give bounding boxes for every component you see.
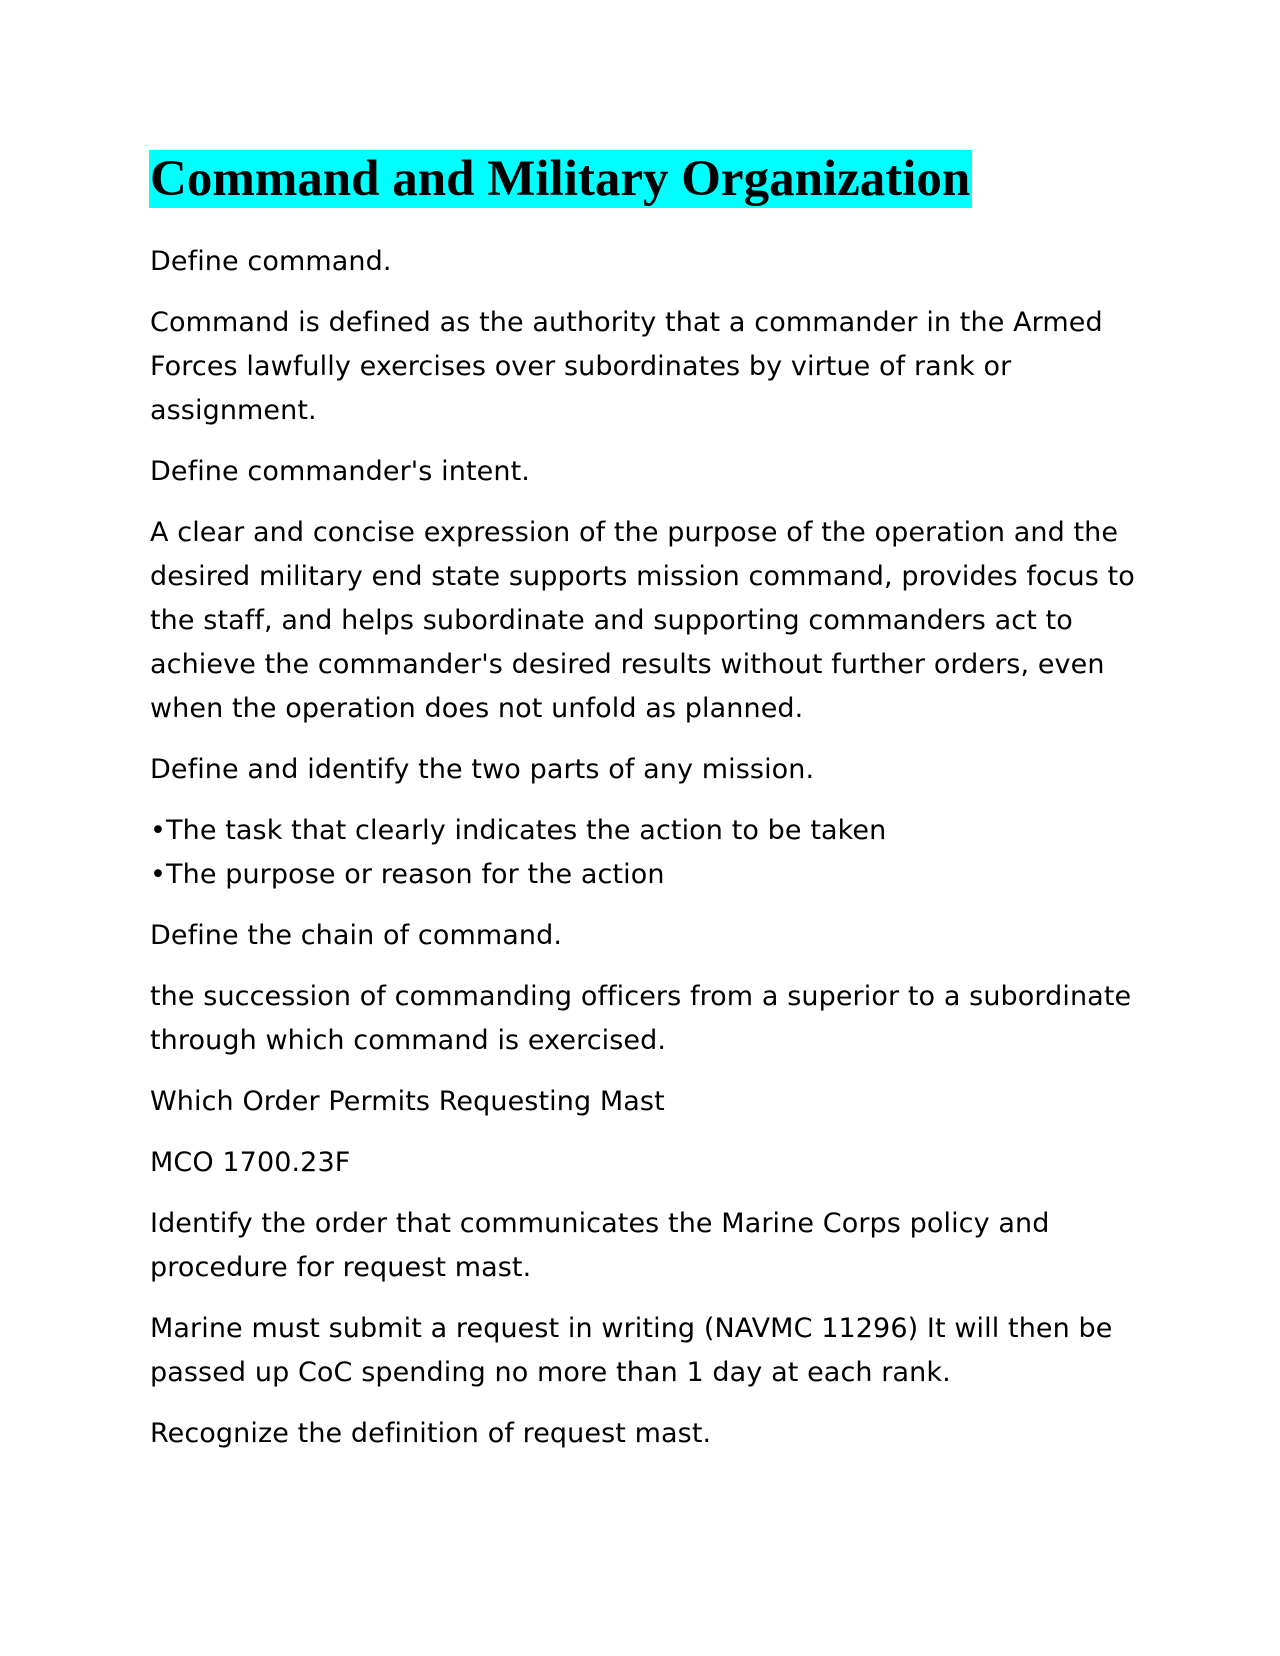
question-commanders-intent: Define commander's intent. — [150, 456, 530, 487]
answer-request-mast-order: MCO 1700.23F — [150, 1147, 351, 1178]
list-item: •The task that clearly indicates the action to be taken — [150, 815, 887, 846]
page-title: Command and Military Organization — [150, 151, 971, 207]
mission-parts-list — [150, 809, 1160, 897]
question-request-mast-definition: Recognize the definition of request mast. — [150, 1418, 712, 1449]
question-mission-parts: Define and identify the two parts of any mission. — [150, 754, 815, 785]
document-page — [150, 150, 1160, 1473]
answer-commanders-intent: A clear and concise expression of the purpose of the operation and the desired military end state supports mission command, provides focus to the staff, and helps subordinate and supporting commanders act to achieve the commander's desired results without further orders, even when the operation does not unfold as planned. — [150, 517, 1135, 724]
answer-define-command: Command is defined as the authority that a commander in the Armed Forces lawfully exercises over subordinates by virtue of rank or assignment. — [150, 307, 1103, 426]
question-request-mast-policy: Identify the order that communicates the Marine Corps policy and procedure for request mast. — [150, 1208, 1050, 1283]
answer-chain-of-command: the succession of commanding officers from a superior to a subordinate through which command is exercised. — [150, 981, 1132, 1056]
question-request-mast-order: Which Order Permits Requesting Mast — [150, 1086, 665, 1117]
question-chain-of-command: Define the chain of command. — [150, 920, 563, 951]
answer-request-mast-policy: Marine must submit a request in writing (NAVMC 11296) It will then be passed up CoC spending no more than 1 day at each rank. — [150, 1313, 1113, 1388]
question-define-command: Define command. — [150, 246, 392, 277]
list-item: •The purpose or reason for the action — [150, 859, 665, 890]
